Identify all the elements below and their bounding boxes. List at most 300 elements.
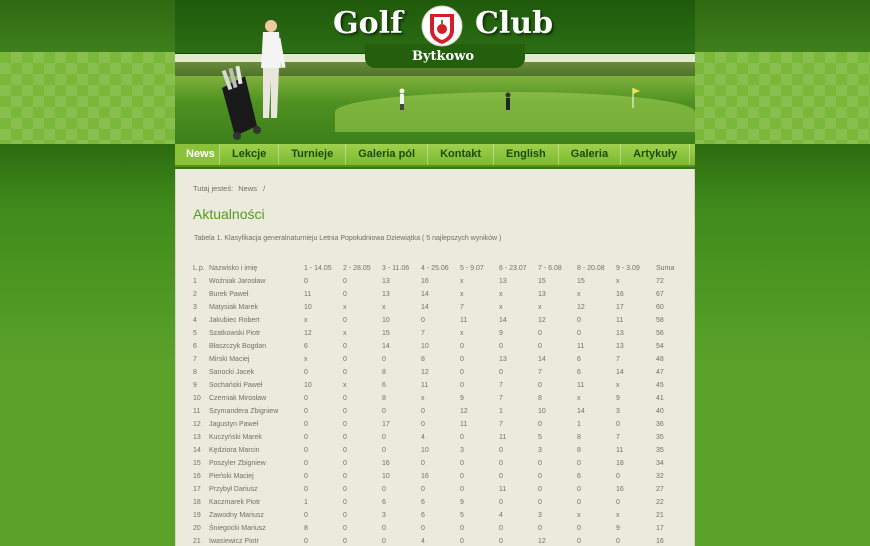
table-cell: Kędziora Marcin: [209, 447, 260, 454]
logo-text-left: Golf: [333, 6, 403, 41]
content-area: [175, 169, 695, 546]
table-cell: 12: [193, 421, 201, 428]
table-cell: Śniegocki Mariusz: [209, 525, 266, 532]
table-cell: 8: [577, 447, 581, 454]
table-cell: 11: [499, 434, 507, 441]
table-row: [193, 509, 693, 522]
table-cell: 18: [616, 460, 624, 467]
table-cell: 0: [538, 343, 542, 350]
table-cell: 7: [499, 395, 503, 402]
table-cell: 6: [421, 512, 425, 519]
table-cell: 11: [460, 317, 468, 324]
table-cell: 14: [193, 447, 201, 454]
table-cell: 0: [382, 408, 386, 415]
main-nav: [175, 144, 695, 167]
table-cell: 32: [656, 473, 664, 480]
table-cell: 22: [656, 499, 664, 506]
table-cell: 4: [421, 434, 425, 441]
nav-item-news[interactable]: News: [175, 144, 220, 165]
table-cell: 0: [343, 525, 347, 532]
table-cell: 10: [538, 408, 546, 415]
table-cell: 6: [577, 473, 581, 480]
table-cell: 6: [193, 343, 197, 350]
table-row: [193, 535, 693, 546]
table-cell: 15: [538, 278, 546, 285]
table-cell: 14: [499, 317, 507, 324]
table-cell: Szatkowski Piotr: [209, 330, 261, 337]
table-row: [193, 522, 693, 535]
table-cell: Przybył Dariusz: [209, 486, 258, 493]
table-cell: 6: [421, 499, 425, 506]
table-caption: Tabela 1. Klasyfikacja generalnaturnieju Letnia Popołudniowa Dziewiątka ( 5 najlepszych wyników ): [194, 235, 502, 242]
golfer-figure-distant: [397, 88, 407, 110]
table-cell: 35: [656, 434, 664, 441]
table-cell: 16: [421, 278, 429, 285]
table-cell: 0: [343, 369, 347, 376]
table-cell: 0: [304, 421, 308, 428]
table-cell: 0: [460, 343, 464, 350]
table-cell: x: [577, 512, 581, 519]
table-cell: 13: [538, 291, 546, 298]
table-cell: x: [460, 291, 464, 298]
table-cell: 58: [656, 317, 664, 324]
table-cell: x: [343, 382, 347, 389]
column-header: 4 - 25.06: [421, 265, 449, 272]
table-cell: 13: [382, 291, 390, 298]
table-cell: Matysiak Marek: [209, 304, 259, 311]
table-cell: 0: [304, 434, 308, 441]
table-cell: 0: [577, 460, 581, 467]
table-cell: Woźniak Jarosław: [209, 278, 266, 285]
table-cell: 12: [577, 304, 585, 311]
table-cell: Pieński Maciej: [209, 473, 254, 480]
table-cell: 48: [656, 356, 664, 363]
table-cell: 0: [421, 317, 425, 324]
table-cell: x: [343, 304, 347, 311]
table-cell: 0: [460, 460, 464, 467]
table-row: [193, 405, 693, 418]
column-header: L.p.: [193, 265, 205, 272]
table-cell: 3: [193, 304, 197, 311]
breadcrumb-prefix: Tutaj jesteś:: [193, 184, 234, 193]
table-cell: 1: [577, 421, 581, 428]
table-cell: 0: [304, 408, 308, 415]
table-cell: 11: [616, 317, 624, 324]
table-cell: 0: [499, 447, 503, 454]
table-cell: 11: [460, 421, 468, 428]
nav-item-lekcje[interactable]: Lekcje: [220, 144, 279, 165]
table-cell: 6: [382, 499, 386, 506]
table-cell: 17: [193, 486, 201, 493]
table-cell: 0: [577, 499, 581, 506]
table-cell: 0: [460, 538, 464, 545]
table-cell: 56: [656, 330, 664, 337]
table-cell: 34: [656, 460, 664, 467]
column-header: Nazwisko i imię: [209, 265, 258, 272]
table-cell: Burek Paweł: [209, 291, 249, 298]
table-cell: 12: [304, 330, 312, 337]
table-cell: 0: [343, 343, 347, 350]
table-cell: 0: [460, 356, 464, 363]
table-cell: 0: [304, 447, 308, 454]
table-cell: 8: [421, 356, 425, 363]
table-cell: 11: [577, 382, 585, 389]
table-cell: Kuczyński Marek: [209, 434, 262, 441]
table-cell: 15: [193, 460, 201, 467]
table-cell: x: [421, 395, 425, 402]
table-row: [193, 340, 693, 353]
table-cell: 21: [656, 512, 664, 519]
table-cell: 10: [421, 447, 429, 454]
table-cell: 14: [577, 408, 585, 415]
column-header: 5 - 9.07: [460, 265, 484, 272]
table-cell: 0: [343, 512, 347, 519]
logo-text-right: Club: [475, 6, 554, 41]
table-row: [193, 366, 693, 379]
table-cell: 16: [382, 460, 390, 467]
table-cell: 0: [343, 278, 347, 285]
table-cell: 16: [616, 291, 624, 298]
table-cell: 0: [343, 421, 347, 428]
table-cell: 15: [382, 330, 390, 337]
table-cell: 21: [193, 538, 201, 545]
table-cell: 4: [499, 512, 503, 519]
table-cell: 0: [577, 317, 581, 324]
table-cell: 8: [382, 395, 386, 402]
column-header: 6 - 23.07: [499, 265, 527, 272]
table-cell: 10: [193, 395, 201, 402]
table-cell: 17: [382, 421, 390, 428]
table-cell: 5: [193, 330, 197, 337]
table-row: [193, 353, 693, 366]
table-cell: 7: [616, 434, 620, 441]
table-cell: 0: [343, 499, 347, 506]
table-cell: 16: [193, 473, 201, 480]
table-cell: 16: [656, 538, 664, 545]
table-cell: 0: [421, 408, 425, 415]
table-cell: 11: [499, 486, 507, 493]
table-cell: 3: [538, 447, 542, 454]
table-cell: 11: [616, 447, 624, 454]
table-cell: 9: [460, 395, 464, 402]
table-cell: 0: [616, 421, 620, 428]
table-cell: x: [382, 304, 386, 311]
table-cell: 0: [421, 486, 425, 493]
table-cell: 0: [538, 525, 542, 532]
table-row: [193, 418, 693, 431]
table-row: [193, 275, 693, 288]
table-cell: x: [538, 304, 542, 311]
column-header: 3 - 11.06: [382, 265, 410, 272]
table-cell: Czerniak Mirosław: [209, 395, 267, 402]
table-cell: 0: [382, 356, 386, 363]
table-cell: 0: [460, 525, 464, 532]
table-cell: 10: [382, 317, 390, 324]
nav-item-turnieje[interactable]: Turnieje: [279, 144, 346, 165]
table-cell: Błaszczyk Bogdan: [209, 343, 267, 350]
table-row: [193, 392, 693, 405]
table-cell: 7: [499, 421, 503, 428]
table-cell: 17: [616, 304, 624, 311]
table-cell: 3: [460, 447, 464, 454]
table-cell: 0: [499, 343, 503, 350]
table-row: [193, 431, 693, 444]
table-cell: 1: [499, 408, 503, 415]
table-cell: 11: [421, 382, 429, 389]
banner-green: [335, 92, 695, 132]
table-row: [193, 288, 693, 301]
table-cell: 14: [421, 291, 429, 298]
table-cell: 8: [382, 369, 386, 376]
column-header: Suma: [656, 265, 675, 272]
table-cell: 10: [304, 304, 312, 311]
table-cell: 0: [421, 421, 425, 428]
table-cell: 0: [460, 473, 464, 480]
column-header: 1 - 14.05: [304, 265, 332, 272]
nav-item-galeria-pol[interactable]: Galeria pól: [346, 144, 428, 165]
table-cell: 0: [499, 460, 503, 467]
table-cell: Jagustyn Paweł: [209, 421, 259, 428]
table-cell: 0: [499, 525, 503, 532]
table-cell: Iwasiewicz Piotr: [209, 538, 259, 545]
table-cell: x: [499, 291, 503, 298]
breadcrumb: [193, 184, 265, 193]
table-cell: 3: [616, 408, 620, 415]
table-cell: 0: [538, 460, 542, 467]
table-cell: 0: [538, 330, 542, 337]
table-cell: 0: [577, 525, 581, 532]
table-cell: 0: [616, 538, 620, 545]
table-row: [193, 496, 693, 509]
table-cell: Poszyler Zbigniew: [209, 460, 266, 467]
table-cell: 19: [193, 512, 201, 519]
nav-item-galeria[interactable]: Galeria: [559, 144, 621, 165]
table-cell: 0: [343, 434, 347, 441]
table-cell: Szymandera Zbigniew: [209, 408, 279, 415]
table-cell: 41: [656, 395, 664, 402]
table-cell: 0: [616, 499, 620, 506]
table-cell: Zawodny Mariusz: [209, 512, 264, 519]
table-cell: 0: [382, 538, 386, 545]
table-cell: 7: [421, 330, 425, 337]
table-cell: 13: [499, 356, 507, 363]
table-cell: 11: [193, 408, 201, 415]
table-cell: 5: [538, 434, 542, 441]
table-cell: 7: [193, 356, 197, 363]
table-cell: 14: [616, 369, 624, 376]
table-cell: 0: [460, 382, 464, 389]
table-cell: 9: [193, 382, 197, 389]
table-cell: 0: [304, 395, 308, 402]
table-cell: 0: [343, 356, 347, 363]
column-header: 8 - 20.08: [577, 265, 605, 272]
table-cell: 13: [382, 278, 390, 285]
table-cell: 17: [656, 525, 664, 532]
table-row: [193, 457, 693, 470]
table-cell: 47: [656, 369, 664, 376]
table-cell: 8: [538, 395, 542, 402]
table-cell: 13: [616, 343, 624, 350]
table-cell: 5: [460, 512, 464, 519]
logo-subtitle: Bytkowo: [412, 49, 475, 64]
table-cell: 16: [421, 473, 429, 480]
table-cell: 0: [343, 317, 347, 324]
table-cell: Jakubiec Robert: [209, 317, 260, 324]
table-cell: x: [616, 382, 620, 389]
table-cell: 0: [343, 473, 347, 480]
page-title: Aktualności: [193, 206, 265, 222]
breadcrumb-link-news[interactable]: News: [238, 184, 258, 193]
table-cell: 54: [656, 343, 664, 350]
table-cell: 60: [656, 304, 664, 311]
table-cell: 9: [616, 395, 620, 402]
table-cell: 0: [304, 278, 308, 285]
table-cell: 9: [460, 499, 464, 506]
nav-item-artykuly[interactable]: Artykuły: [621, 144, 690, 165]
table-cell: 0: [421, 460, 425, 467]
table-cell: x: [577, 291, 581, 298]
table-cell: 7: [616, 356, 620, 363]
golf-flag-icon: [631, 86, 641, 108]
table-cell: 6: [304, 343, 308, 350]
table-cell: x: [460, 278, 464, 285]
table-cell: Kaczmarek Piotr: [209, 499, 261, 506]
table-cell: 0: [382, 434, 386, 441]
table-cell: 7: [538, 369, 542, 376]
table-cell: 72: [656, 278, 664, 285]
table-cell: 14: [421, 304, 429, 311]
table-cell: 16: [616, 486, 624, 493]
table-cell: x: [304, 356, 308, 363]
table-cell: 27: [656, 486, 664, 493]
table-cell: 10: [304, 382, 312, 389]
table-cell: x: [460, 330, 464, 337]
table-cell: 0: [577, 486, 581, 493]
table-cell: 36: [656, 421, 664, 428]
table-cell: x: [499, 304, 503, 311]
table-cell: 0: [460, 486, 464, 493]
table-cell: 0: [304, 473, 308, 480]
table-cell: x: [343, 330, 347, 337]
header-banner: [175, 0, 695, 144]
table-cell: 18: [193, 499, 201, 506]
table-cell: 0: [538, 421, 542, 428]
table-cell: 0: [304, 538, 308, 545]
table-cell: 0: [382, 486, 386, 493]
table-cell: 0: [304, 460, 308, 467]
table-row: [193, 314, 693, 327]
column-header: 7 - 6.08: [538, 265, 562, 272]
table-cell: 12: [421, 369, 429, 376]
table-cell: 0: [616, 473, 620, 480]
table-cell: 67: [656, 291, 664, 298]
table-cell: 8: [577, 434, 581, 441]
table-cell: 40: [656, 408, 664, 415]
table-row: [193, 444, 693, 457]
table-cell: 0: [538, 486, 542, 493]
table-cell: 6: [382, 382, 386, 389]
table-cell: 0: [343, 291, 347, 298]
table-row: [193, 483, 693, 496]
table-cell: Sochański Paweł: [209, 382, 263, 389]
table-cell: x: [616, 278, 620, 285]
table-cell: 9: [499, 330, 503, 337]
table-cell: 20: [193, 525, 201, 532]
table-row: [193, 379, 693, 392]
table-cell: 6: [577, 369, 581, 376]
table-cell: 6: [577, 356, 581, 363]
table-cell: 9: [616, 525, 620, 532]
table-cell: 0: [460, 434, 464, 441]
table-cell: 3: [382, 512, 386, 519]
table-cell: 14: [382, 343, 390, 350]
table-cell: 7: [460, 304, 464, 311]
table-cell: 13: [616, 330, 624, 337]
table-cell: 0: [343, 486, 347, 493]
golfer-with-bag-image: [217, 18, 297, 140]
nav-item-kontakt[interactable]: Kontakt: [428, 144, 494, 165]
table-cell: 0: [343, 408, 347, 415]
table-cell: 14: [538, 356, 546, 363]
table-cell: 12: [538, 317, 546, 324]
table-cell: 0: [304, 486, 308, 493]
nav-item-english[interactable]: English: [494, 144, 559, 165]
table-cell: 7: [499, 382, 503, 389]
table-cell: 13: [193, 434, 201, 441]
column-header: 9 - 3.09: [616, 265, 640, 272]
results-table: [193, 262, 693, 546]
table-cell: 0: [382, 525, 386, 532]
golfer-figure-distant-2: [503, 92, 513, 110]
table-cell: 12: [538, 538, 546, 545]
table-header-row: [193, 262, 693, 275]
table-cell: 8: [304, 525, 308, 532]
table-cell: 0: [421, 525, 425, 532]
table-cell: 0: [304, 369, 308, 376]
table-cell: 0: [577, 330, 581, 337]
table-row: [193, 470, 693, 483]
table-cell: 0: [499, 473, 503, 480]
table-cell: 0: [382, 447, 386, 454]
table-cell: 0: [343, 395, 347, 402]
table-cell: x: [616, 512, 620, 519]
table-cell: 0: [499, 538, 503, 545]
page-wrapper: [175, 0, 695, 546]
table-cell: 11: [577, 343, 585, 350]
table-cell: 0: [538, 499, 542, 506]
table-cell: 1: [193, 278, 197, 285]
table-cell: 1: [304, 499, 308, 506]
table-cell: 0: [538, 382, 542, 389]
table-cell: 35: [656, 447, 664, 454]
table-cell: Mirski Maciej: [209, 356, 250, 363]
table-cell: 15: [577, 278, 585, 285]
table-cell: 4: [421, 538, 425, 545]
breadcrumb-separator: /: [263, 184, 266, 193]
table-cell: 3: [538, 512, 542, 519]
table-cell: x: [577, 395, 581, 402]
table-cell: 45: [656, 382, 664, 389]
table-row: [193, 301, 693, 314]
club-crest-icon: [420, 4, 464, 48]
table-cell: 0: [499, 499, 503, 506]
table-cell: 2: [193, 291, 197, 298]
table-cell: x: [304, 317, 308, 324]
table-cell: 13: [499, 278, 507, 285]
table-cell: Sanocki Jacek: [209, 369, 255, 376]
table-cell: 12: [460, 408, 468, 415]
table-row: [193, 327, 693, 340]
